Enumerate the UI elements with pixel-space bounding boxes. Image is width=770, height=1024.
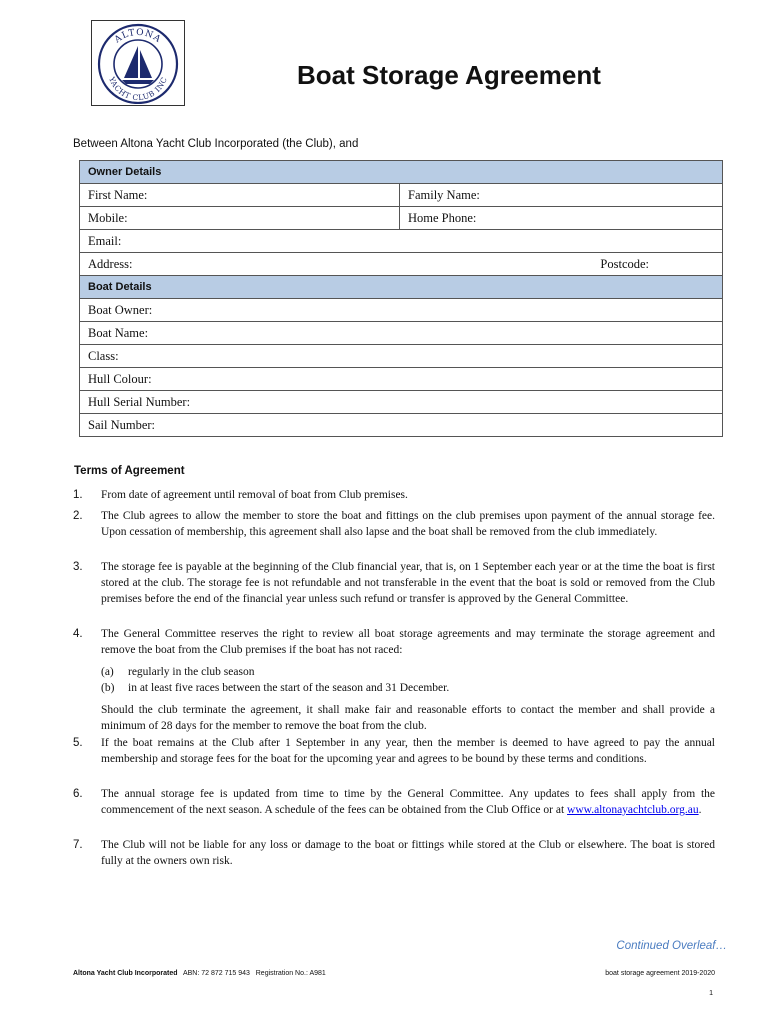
- intro-text: Between Altona Yacht Club Incorporated (the Club), and: [73, 138, 359, 150]
- address-field[interactable]: [80, 253, 723, 276]
- term-item: [73, 837, 715, 869]
- term-item: [73, 735, 715, 767]
- footer-doc-name: boat storage agreement 2019-2020: [605, 970, 715, 977]
- yacht-club-emblem-icon: [94, 22, 182, 104]
- term-number: 2.: [73, 510, 83, 522]
- home-phone-field[interactable]: Home Phone:: [400, 207, 723, 230]
- term-number: 1.: [73, 489, 83, 501]
- footer-abn: ABN: 72 872 715 943: [182, 970, 250, 977]
- term-text-continued: Should the club terminate the agreement, it shall make fair and reasonable efforts to contact the member and shall provide a minimum of 28 days for the member to remove the boat from the club.: [101, 704, 715, 732]
- term-text: The General Committee reserves the right to review all boat storage agreements and may terminate the storage agreement and remove the boat from the Club premises if the boat has not raced:: [101, 628, 715, 656]
- term-item: [73, 559, 715, 607]
- term-text: The Club will not be liable for any loss or damage to the boat or fittings while stored at the Club or elsewhere. The boat is stored fully at the owners own risk.: [101, 839, 715, 867]
- term-item: [73, 487, 715, 503]
- club-website-link[interactable]: www.altonayachtclub.org.au: [567, 804, 699, 816]
- club-logo: [91, 20, 185, 106]
- term-text: If the boat remains at the Club after 1 September in any year, then the member is deemed to have agreed to pay the annual membership and storage fees for the boat for the upcoming year and agrees to be bound by these terms and conditions.: [101, 737, 715, 765]
- footer-left: [73, 970, 326, 977]
- boat-details-heading: Boat Details: [80, 276, 723, 299]
- mobile-field[interactable]: Mobile:: [80, 207, 400, 230]
- postcode-label: Postcode:: [600, 256, 650, 271]
- term-item: [73, 626, 715, 734]
- page-number: 1: [709, 990, 713, 997]
- family-name-field[interactable]: Family Name:: [400, 184, 723, 207]
- boat-name-field[interactable]: Boat Name:: [80, 322, 723, 345]
- term-text: The annual storage fee is updated from time to time by the General Committee. Any updates to fees shall apply from the commencement of the next season. A schedule of the fees can be obtained from the Club Office or at: [101, 788, 715, 816]
- page-title: Boat Storage Agreement: [297, 60, 601, 90]
- term-text: The Club agrees to allow the member to store the boat and fittings on the club premises upon payment of the annual storage fee. Upon cessation of membership, this agreement shall also lapse and the boat shall be removed from the club immediately.: [101, 510, 715, 538]
- term-number: 3.: [73, 561, 83, 573]
- logo-top-text: ALTONA: [113, 27, 163, 46]
- sublist-label: (b): [101, 682, 115, 694]
- boat-owner-field[interactable]: Boat Owner:: [80, 299, 723, 322]
- sail-number-field[interactable]: Sail Number:: [80, 414, 723, 437]
- term-number: 6.: [73, 788, 83, 800]
- sublist-item: [101, 664, 715, 680]
- first-name-field[interactable]: First Name:: [80, 184, 400, 207]
- sublist-text: in at least five races between the start of the season and 31 December.: [128, 682, 450, 694]
- logo-bottom-text: YACHT CLUB INC: [107, 75, 169, 103]
- term-text: The storage fee is payable at the beginning of the Club financial year, that is, on 1 September each year or at the time the boat is first stored at the club. The storage fee is not refundable and not transferable in the event that the boat is sold or removed from the Club premises before the end of the financial year unless such refund or transfer is approved by the General Committee.: [101, 561, 715, 605]
- term-number: 4.: [73, 628, 83, 640]
- sublist-label: (a): [101, 666, 114, 678]
- hull-colour-field[interactable]: Hull Colour:: [80, 368, 723, 391]
- owner-details-heading: Owner Details: [80, 161, 723, 184]
- term-number: 7.: [73, 839, 83, 851]
- details-form-table: [79, 160, 723, 437]
- terms-heading: Terms of Agreement: [74, 465, 185, 477]
- term-text-suffix: .: [698, 804, 702, 816]
- address-label: Address:: [88, 256, 133, 271]
- sublist-item: [101, 680, 715, 696]
- footer-org: Altona Yacht Club Incorporated: [73, 970, 178, 977]
- sublist-text: regularly in the club season: [128, 666, 255, 678]
- term-item: [73, 786, 715, 818]
- term-item: [73, 508, 715, 540]
- class-field[interactable]: Class:: [80, 345, 723, 368]
- continued-overleaf: Continued Overleaf…: [616, 940, 727, 952]
- term-number: 5.: [73, 737, 83, 749]
- email-field[interactable]: Email:: [80, 230, 723, 253]
- footer-registration: Registration No.: A981: [255, 970, 326, 977]
- term-text: From date of agreement until removal of boat from Club premises.: [101, 489, 408, 501]
- term-sublist: [101, 664, 715, 696]
- hull-serial-number-field[interactable]: Hull Serial Number:: [80, 391, 723, 414]
